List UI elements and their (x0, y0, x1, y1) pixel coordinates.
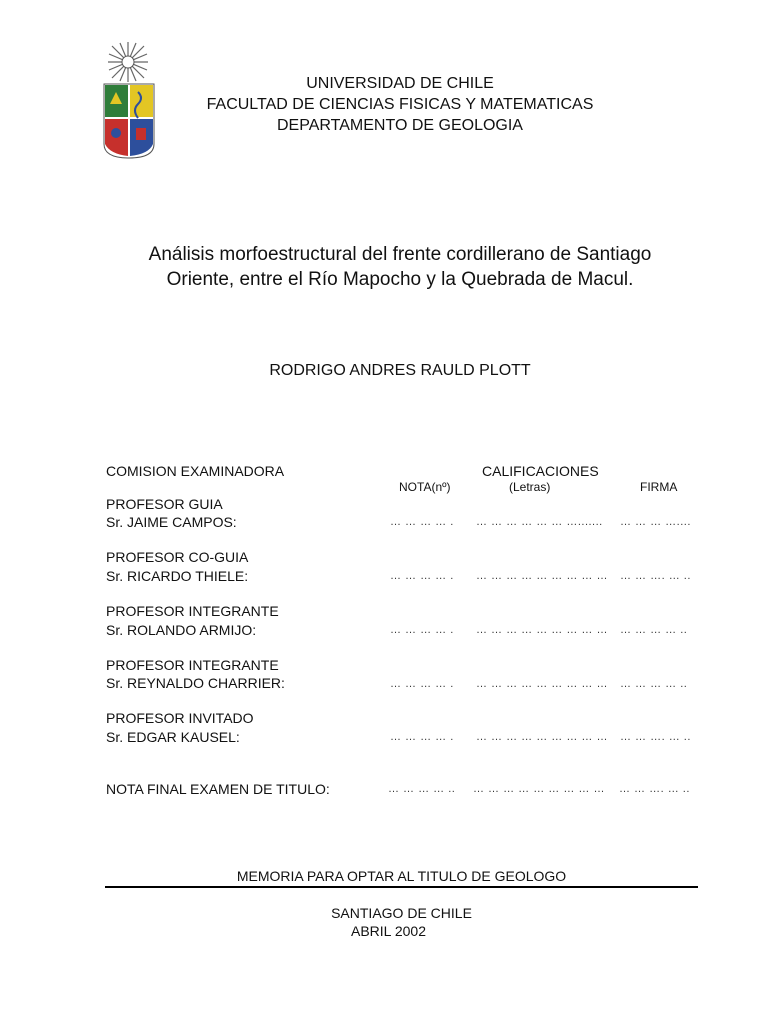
letras-blank: … … … … … … … … … (476, 731, 608, 743)
firma-blank: … … …. … .. (620, 731, 691, 743)
final-firma-blank: … … …. … .. (619, 783, 690, 795)
member-role: PROFESOR INTEGRANTE (106, 603, 279, 619)
nota-blank: … … … … . (390, 516, 454, 528)
member-name: Sr. REYNALDO CHARRIER: (106, 675, 285, 691)
member-name: Sr. RICARDO THIELE: (106, 568, 249, 584)
nota-blank: … … … … . (390, 570, 454, 582)
nota-blank: … … … … . (390, 678, 454, 690)
thesis-title-line-2: Oriente, entre el Río Mapocho y la Quebrada de Macul. (166, 269, 634, 290)
member-role: PROFESOR GUIA (106, 496, 223, 512)
final-grade-label: NOTA FINAL EXAMEN DE TITULO: (106, 781, 330, 797)
nota-blank: … … … … . (390, 731, 454, 743)
divider (105, 886, 698, 888)
committee-heading: COMISION EXAMINADORA (106, 463, 285, 479)
column-letras: (Letras) (509, 480, 551, 494)
thesis-title-line-1: Análisis morfoestructural del frente cordillerano de Santiago (148, 244, 652, 265)
date-line: ABRIL 2002 (351, 923, 426, 939)
grades-heading: CALIFICACIONES (482, 463, 599, 479)
faculty-name: FACULTAD DE CIENCIAS FISICAS Y MATEMATICAS (206, 96, 594, 113)
nota-blank: … … … … . (390, 624, 454, 636)
member-role: PROFESOR CO-GUIA (106, 549, 249, 565)
final-letras-blank: … … … … … … … … … (473, 783, 605, 795)
final-nota-blank: … … … … .. (388, 783, 456, 795)
city-line: SANTIAGO DE CHILE (331, 905, 472, 921)
university-crest-icon (100, 40, 160, 162)
member-name: Sr. JAIME CAMPOS: (106, 514, 237, 530)
memoria-line: MEMORIA PARA OPTAR AL TITULO DE GEOLOGO (236, 868, 567, 884)
letras-blank: … … … … … … … … … (476, 570, 608, 582)
letras-blank: … … … … … … … … … (476, 624, 608, 636)
member-role: PROFESOR INVITADO (106, 710, 254, 726)
letras-blank: … … … … … … …....... (476, 516, 603, 528)
department-name: DEPARTAMENTO DE GEOLOGIA (277, 117, 523, 134)
column-nota: NOTA(nº) (399, 480, 451, 494)
letras-blank: … … … … … … … … … (476, 678, 608, 690)
firma-blank: … … …. … .. (620, 570, 691, 582)
author-name: RODRIGO ANDRES RAULD PLOTT (269, 362, 531, 379)
member-name: Sr. EDGAR KAUSEL: (106, 729, 240, 745)
firma-blank: … … … … .. (620, 678, 688, 690)
university-name: UNIVERSIDAD DE CHILE (306, 75, 494, 92)
member-role: PROFESOR INTEGRANTE (106, 657, 279, 673)
firma-blank: … … … ….... (620, 516, 691, 528)
firma-blank: … … … … .. (620, 624, 688, 636)
column-firma: FIRMA (640, 480, 678, 494)
member-name: Sr. ROLANDO ARMIJO: (106, 622, 257, 638)
